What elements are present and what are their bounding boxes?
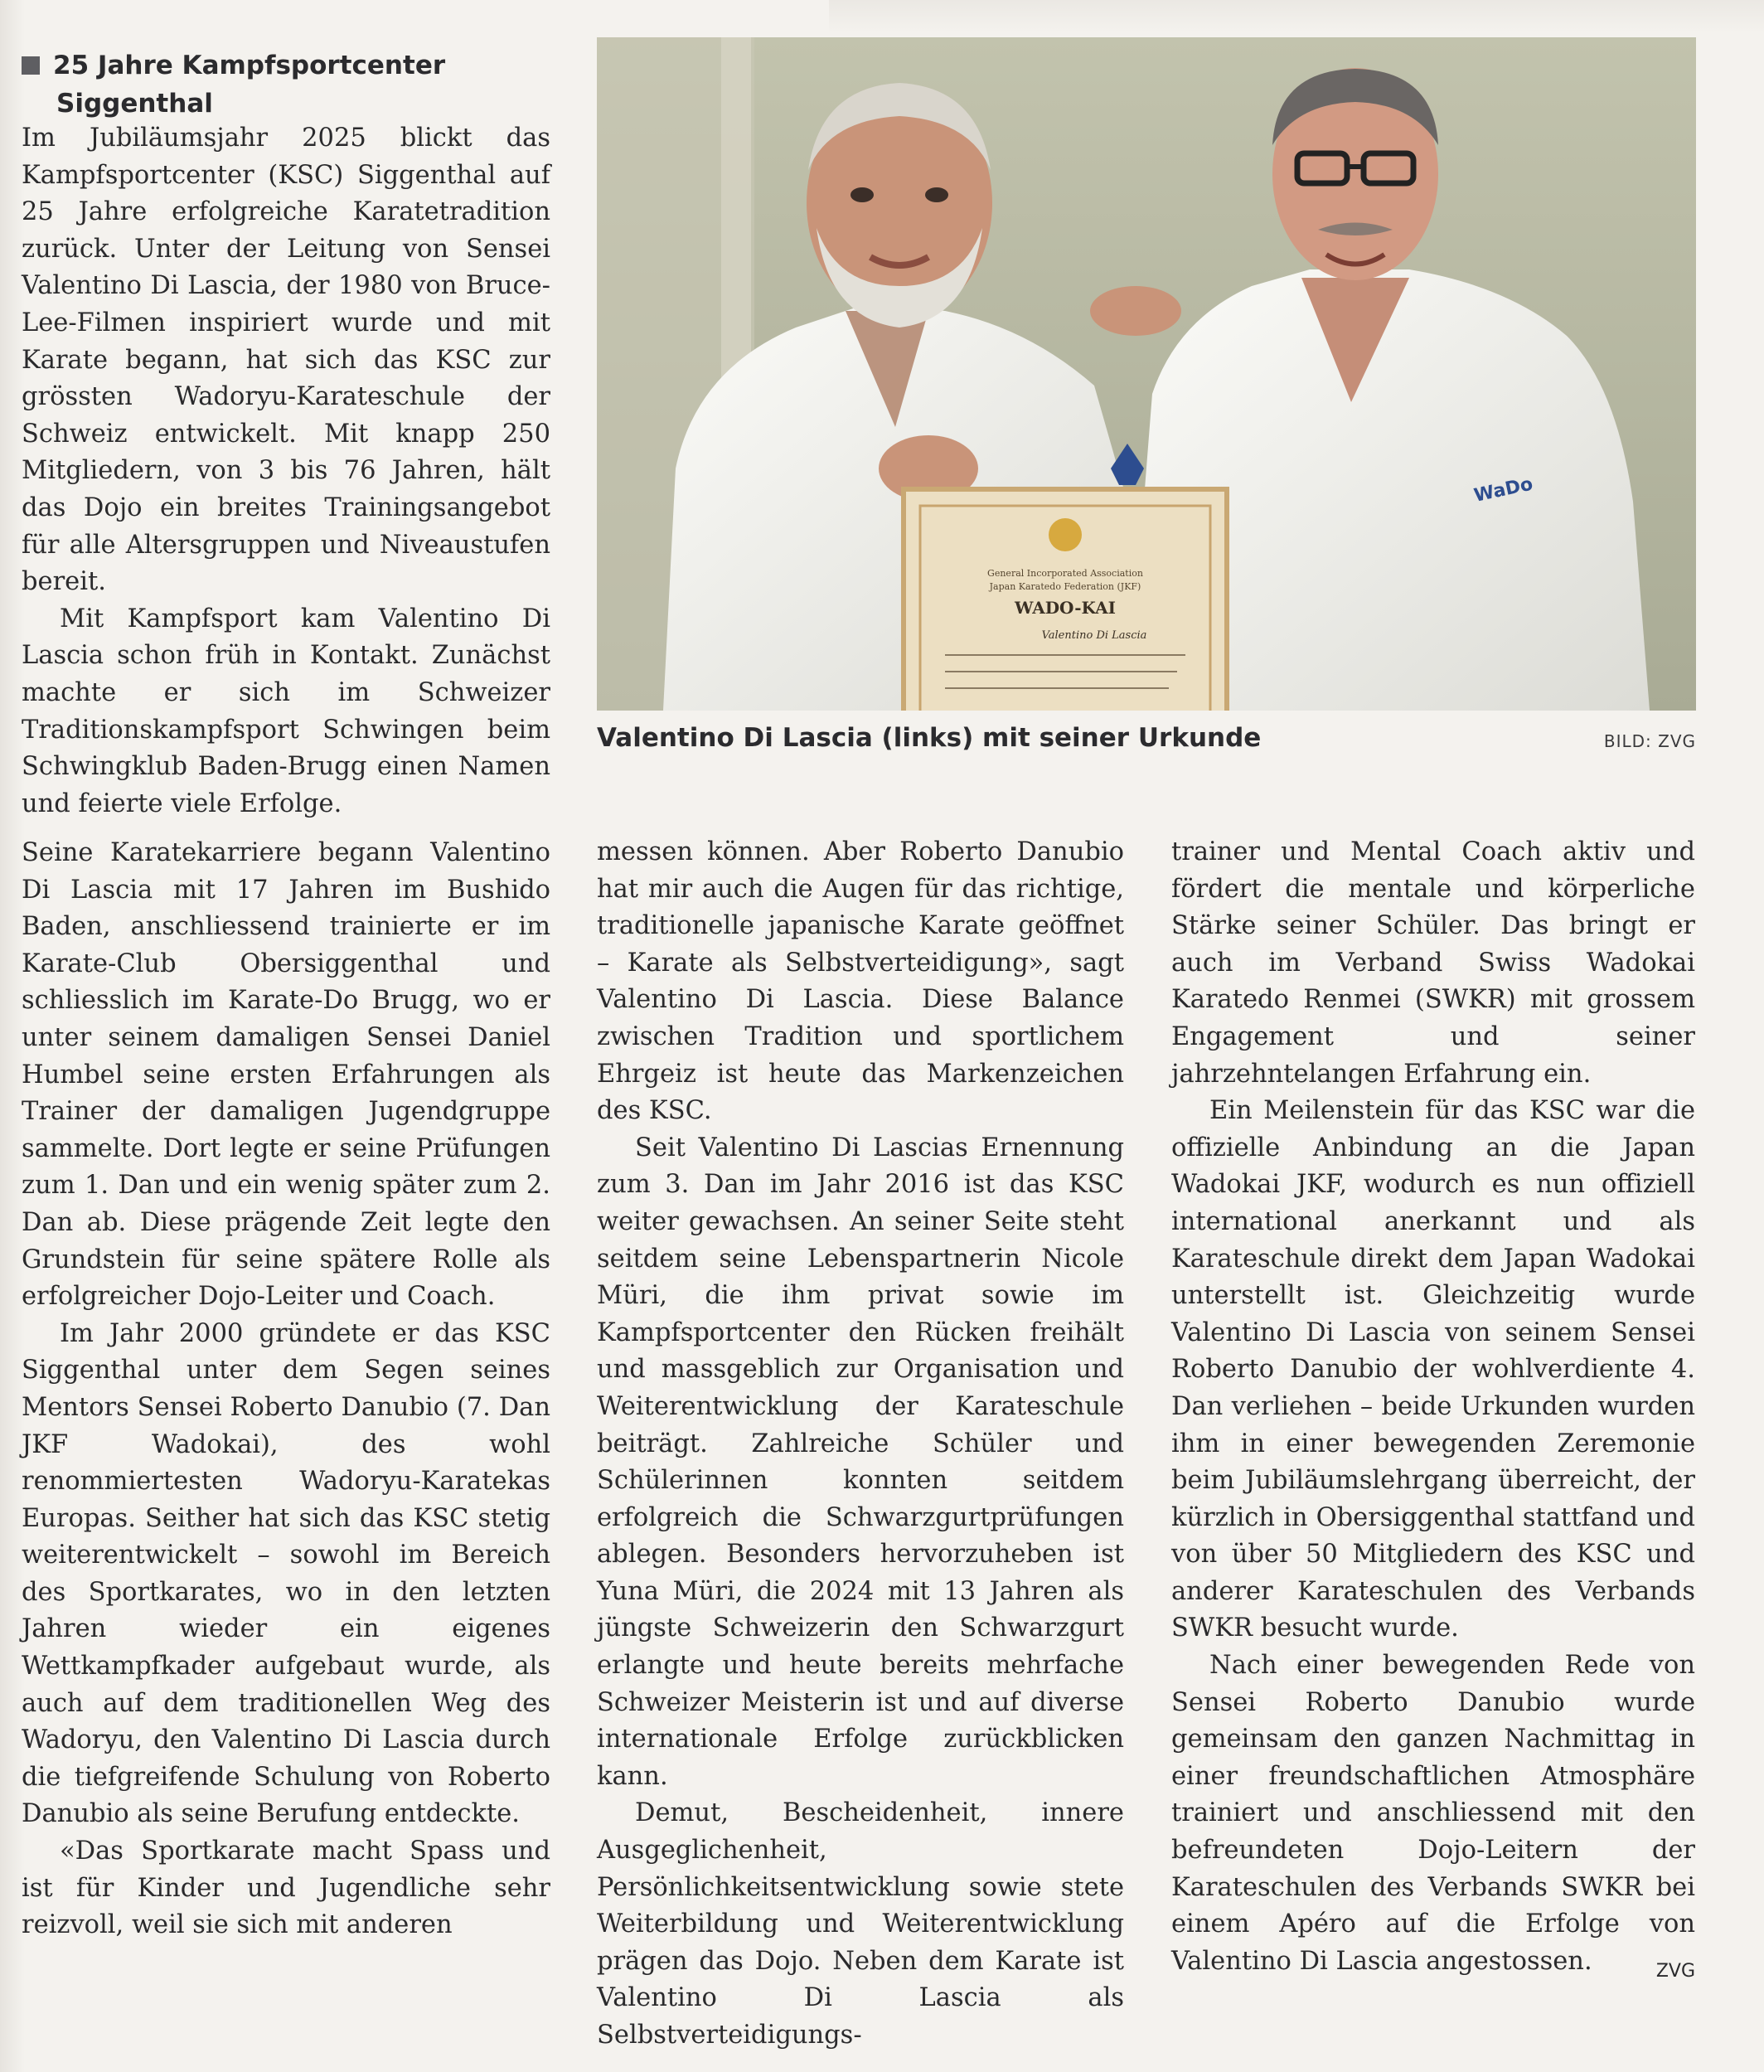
paragraph: Im Jubiläumsjahr 2025 blickt das Kampfsportcenter (KSC) Siggenthal auf 25 Jahre erfolgreiche Karatetradition zurück. Unter der Leitung von Sensei Valentino Di Lascia, der 1980 von Bruce-Lee-Filmen inspiriert wurde und mit Karate begann, hat sich das KSC zur grössten Wadoryu-Karateschule der Schweiz entwickelt. Mit knapp 250 Mitgliedern, von 3 bis 76 Jahren, hält das Dojo ein breites Trainingsangebot für alle Altersgruppen und Niveaustufen bereit. (22, 124, 550, 597)
certificate-name: Valentino Di Lascia (1041, 629, 1147, 642)
certificate (904, 489, 1227, 711)
paper-edge-top (829, 0, 1764, 33)
paragraph: Im Jahr 2000 gründete er das KSC Siggenthal unter dem Segen seines Mentors Sensei Roberto Danubio (7. Dan JKF Wadokai), des wohl renommiertesten Wadoryu-Karatekas Europas. Seither hat sich das KSC stetig weiterentwickelt – sowohl im Bereich des Sportkarates, wo in den letzten Jahren wieder ein eigenes Wettkampfkader aufgebaut wurde, als auch auf dem traditionellen Weg des Wadoryu, den Valentino Di Lascia durch die tiefgreifende Schulung von Roberto Danubio als seine Berufung entdeckte. (22, 1318, 550, 1829)
photo-credit: BILD: ZVG (1603, 731, 1696, 751)
paragraph: Seine Karatekarriere begann Valentino Di Lascia mit 17 Jahren im Bushido Baden, anschliessend trainierte er im Karate-Club Obersiggenthal und schliesslich im Karate-Do Brugg, wo er unter seinem damaligen Sensei Daniel Humbel seine ersten Erfahrungen als Trainer der damaligen Jugendgruppe sammelte. Dort legte er seine Prüfungen zum 1. Dan und ein wenig später zum 2. Dan ab. Diese prägende Zeit legte den Grundstein für seine spätere Rolle als erfolgreicher Dojo-Leiter und Coach. (22, 838, 550, 1312)
paragraph: Ein Meilenstein für das KSC war die offizielle Anbindung an die Japan Wadokai JKF, wodurch es nun offiziell international anerkannt und als Karateschule direkt dem Japan Wadokai unterstellt ist. Gleichzeitig wurde Valentino Di Lascia von seinem Sensei Roberto Danubio der wohlverdiente 4. Dan verliehen – beide Urkunden wurden ihm in einer bewegenden Zeremonie beim Jubiläumslehrgang überreicht, der kürzlich in Obersiggenthal stattfand und von über 50 Mitgliedern des KSC und anderer Karateschulen des Verbands SWKR besucht wurde. (1171, 1096, 1695, 1643)
paragraph: trainer und Mental Coach aktiv und fördert die mentale und körperliche Stärke seiner Schüler. Das bringt er auch im Verband Swiss Wadokai Karatedo Renmei (SWKR) mit grossem Engagement und seiner jahrzehntelangen Erfahrung ein. (1171, 837, 1695, 1089)
certificate-org: General Incorporated Association (987, 568, 1143, 579)
paragraph: «Das Sportkarate macht Spass und ist für Kinder und Jugendliche sehr reizvoll, weil sie sich mit anderen (22, 1837, 550, 1940)
paragraph-text: Nach einer bewegenden Rede von Sensei Roberto Danubio wurde gemeinsam den ganzen Nachmittag in einer freundschaftlichen Atmosphäre trainiert und anschliessend mit den befreundeten Dojo-Leitern der Karateschulen des Verbands SWKR bei einem Apéro auf die Erfolge von Valentino Di Lascia angestossen. (1171, 1651, 1695, 1976)
headline-line-1: 25 Jahre Kampfsportcenter (53, 51, 446, 80)
paragraph: Demut, Bescheidenheit, innere Ausgeglichenheit, Persönlichkeitsentwicklung sowie stete Weiterbildung und Weiterentwicklung prägen das Dojo. Neben dem Karate ist Valentino Di Lascia als Selbstverteidigungs- (597, 1798, 1124, 2050)
certificate-federation: Japan Karatedo Federation (JKF) (989, 581, 1141, 592)
headline-square-icon (22, 56, 40, 75)
author-signoff: ZVG (1655, 1960, 1695, 1982)
article-photo (597, 37, 1696, 711)
column-3 (1171, 834, 1695, 1990)
headline-line-2: Siggenthal (56, 89, 213, 119)
column-1-bottom (22, 835, 550, 1944)
paragraph (1171, 1647, 1695, 1980)
column-2 (597, 834, 1124, 2055)
photo-illustration (597, 37, 1696, 711)
paragraph: Seit Valentino Di Lascias Ernennung zum 3. Dan im Jahr 2016 ist das KSC weiter gewachsen. An seiner Seite steht seitdem seine Lebenspartnerin Nicole Müri, die ihm privat sowie im Kampfsportcenter den Rücken freihält und massgeblich zur Organisation und Weiterentwicklung der Karateschule beiträgt. Zahlreiche Schüler und Schülerinnen konnten seitdem erfolgreich die Schwarzgurtprüfungen ablegen. Besonders hervorzuheben ist Yuna Müri, die 2024 mit 13 Jahren als jüngste Schweizerin den Schwarzgurt erlangte und heute bereits mehrfache Schweizer Meisterin ist und auf diverse internationale Erfolge zurückblicken kann. (597, 1133, 1124, 1791)
article-headline (22, 46, 552, 123)
sleeve-text: WaDo (1472, 473, 1535, 507)
paragraph: Mit Kampfsport kam Valentino Di Lascia schon früh in Kontakt. Zunächst machte er sich im Schweizer Traditionskampfsport Schwingen beim Schwingklub Baden-Brugg einen Namen und feierte viele Erfolge. (22, 604, 550, 818)
photo-caption (597, 720, 1696, 759)
column-1-top (22, 120, 550, 822)
certificate-title: WADO-KAI (1015, 598, 1116, 618)
paragraph: messen können. Aber Roberto Danubio hat mir auch die Augen für das richtige, traditionelle japanische Karate geöffnet – Karate als Selbstverteidigung», sagt Valentino Di Lascia. Diese Balance zwischen Tradition und sportlichem Ehrgeiz ist heute das Markenzeichen des KSC. (597, 837, 1124, 1126)
caption-text: Valentino Di Lascia (links) mit seiner Urkunde (597, 723, 1262, 753)
